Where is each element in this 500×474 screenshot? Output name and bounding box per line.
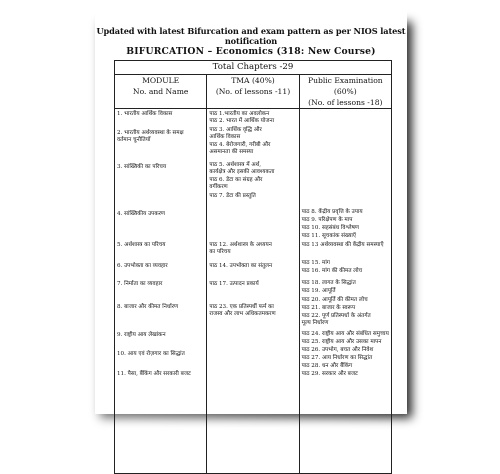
- tma-lesson: पाठ 3. आर्थिक वृद्धि और: [209, 127, 262, 133]
- public-lesson: पाठ 13 अर्थव्यवस्था की केंद्रीय समस्याएँ: [301, 242, 384, 248]
- module-item: 10. आय एवं रोज़गार का सिद्धांत: [117, 351, 185, 357]
- module-column-header: [115, 75, 207, 109]
- total-chapters: Total Chapters -29: [115, 61, 392, 75]
- module-header-line2: No. and Name: [132, 87, 189, 96]
- public-lesson: पाठ 20. आपूर्ति की कीमत लोच: [301, 297, 368, 303]
- public-header-line2: (No. of lessons -18): [308, 98, 383, 107]
- tma-lesson: पाठ 14. उपभोक्ता का संतुलन: [209, 263, 273, 269]
- public-lesson: पाठ 21. बाजार के स्वरूप: [301, 305, 356, 311]
- public-lesson: पाठ 10. सहसंबंध विश्लेषण: [301, 225, 359, 231]
- tma-lesson: पाठ 5. अर्थशास्त्र में अर्थ,: [209, 162, 261, 168]
- tma-lesson: पाठ 2. भारत में आर्थिक योजना: [209, 118, 275, 124]
- module-item: 1. भारतीय आर्थिक विकास: [117, 111, 173, 117]
- public-lesson: पाठ 29. सरकार और बजट: [301, 371, 358, 377]
- public-lesson: पाठ 19. आपूर्ति: [301, 288, 336, 294]
- module-item: 7. निर्माता का व्यवहार: [117, 281, 163, 287]
- tma-lesson: पाठ 6. डेटा का संग्रह और: [209, 177, 263, 183]
- tma-lesson: पाठ 1.भारतीय का अवलोकन: [209, 111, 270, 117]
- tma-cell: [207, 109, 299, 474]
- public-lesson: पाठ 9. परिक्षेपण के माप: [301, 217, 353, 223]
- tma-header-line2: (No. of lessons -11): [215, 87, 291, 96]
- public-lesson: पाठ 22. पूर्ण प्रतिस्पर्धा के अंतर्गत: [301, 313, 371, 319]
- module-item: 5. अर्थशास्त्र का परिचय: [117, 242, 166, 248]
- document-page: [95, 2, 407, 414]
- public-lesson: पाठ 27. आय निर्धारण का सिद्धांत: [301, 355, 373, 361]
- public-lesson: पाठ 15. मांग: [301, 260, 330, 266]
- public-column-header: [299, 75, 391, 109]
- tma-lesson: पाठ 17. उत्पादन प्रकार्य: [209, 281, 259, 287]
- notice-text: Updated with latest Bifurcation and exam pattern as per NIOS latest notification: [96, 26, 406, 46]
- tma-lesson: कार्यक्षेत्र और इसकी आवश्यकता: [209, 169, 275, 175]
- tma-column-header: [207, 75, 299, 109]
- public-lesson: पाठ 8. केंद्रीय प्रवृत्ति के उपाय: [301, 209, 363, 215]
- public-lesson: पाठ 24. राष्ट्रीय आय और संबंधित समुच्चय: [301, 331, 389, 337]
- module-item: 3. सांख्यिकी का परिचय: [117, 164, 167, 170]
- module-item: वर्तमान चुनौतियाँ: [117, 137, 151, 143]
- module-item: 6. उपभोक्ता का व्यवहार: [117, 263, 168, 269]
- public-lesson: पाठ 11. सूचकांक संख्याएँ: [301, 233, 356, 239]
- tma-lesson: पाठ 7. डेटा की प्रस्तुति: [209, 193, 256, 199]
- module-header-line1: MODULE: [142, 76, 180, 85]
- tma-lesson: आर्थिक विकास: [209, 134, 241, 140]
- tma-lesson: पाठ 23. एक प्रतिस्पर्धी फर्म का: [209, 304, 274, 310]
- tma-lesson: वर्गीकरण: [209, 184, 228, 190]
- public-lesson: पाठ 26. उपभोग, बचत और निवेश: [301, 347, 374, 353]
- public-lesson: पाठ 25. राष्ट्रीय आय और उसका मापन: [301, 339, 382, 345]
- module-item: 2. भारतीय अर्थव्यवस्था के समक्ष: [117, 130, 184, 136]
- module-item: 11. पैसा, बैंकिंग और सरकारी बजट: [117, 371, 191, 377]
- module-item: 4. सांख्यिकीय उपकरण: [117, 211, 165, 217]
- tma-lesson: पाठ 12. अर्थशास्त्र के अध्ययन: [209, 242, 272, 248]
- public-lesson: पाठ 18. लागत के सिद्धांत: [301, 280, 356, 286]
- bifurcation-table: [114, 60, 392, 474]
- tma-lesson: राजस्व और लाभ अधिकतमकरण: [209, 311, 276, 317]
- tma-lesson: का परिचय: [209, 249, 231, 255]
- public-lesson: पाठ 28. धन और बैंकिंग: [301, 363, 353, 369]
- public-lesson: पाठ 16. मांग की कीमत लोच: [301, 268, 363, 274]
- module-item: 8. बाजार और कीमत निर्धारण: [117, 304, 179, 310]
- public-header-line1: Public Examination (60%): [307, 76, 383, 96]
- document-title: BIFURCATION – Economics (318: New Course): [126, 46, 376, 57]
- tma-lesson: असमानता की समस्या: [209, 149, 254, 155]
- tma-header-line1: TMA (40%): [231, 76, 275, 85]
- module-item: 9. राष्ट्रीय आय लेखांकन: [117, 332, 166, 338]
- tma-lesson: पाठ 4. बेरोजगारी, गरीबी और: [209, 142, 271, 148]
- module-cell: [115, 109, 207, 474]
- public-lesson: मूल्य निर्धारण: [301, 320, 329, 326]
- public-cell: [299, 109, 391, 474]
